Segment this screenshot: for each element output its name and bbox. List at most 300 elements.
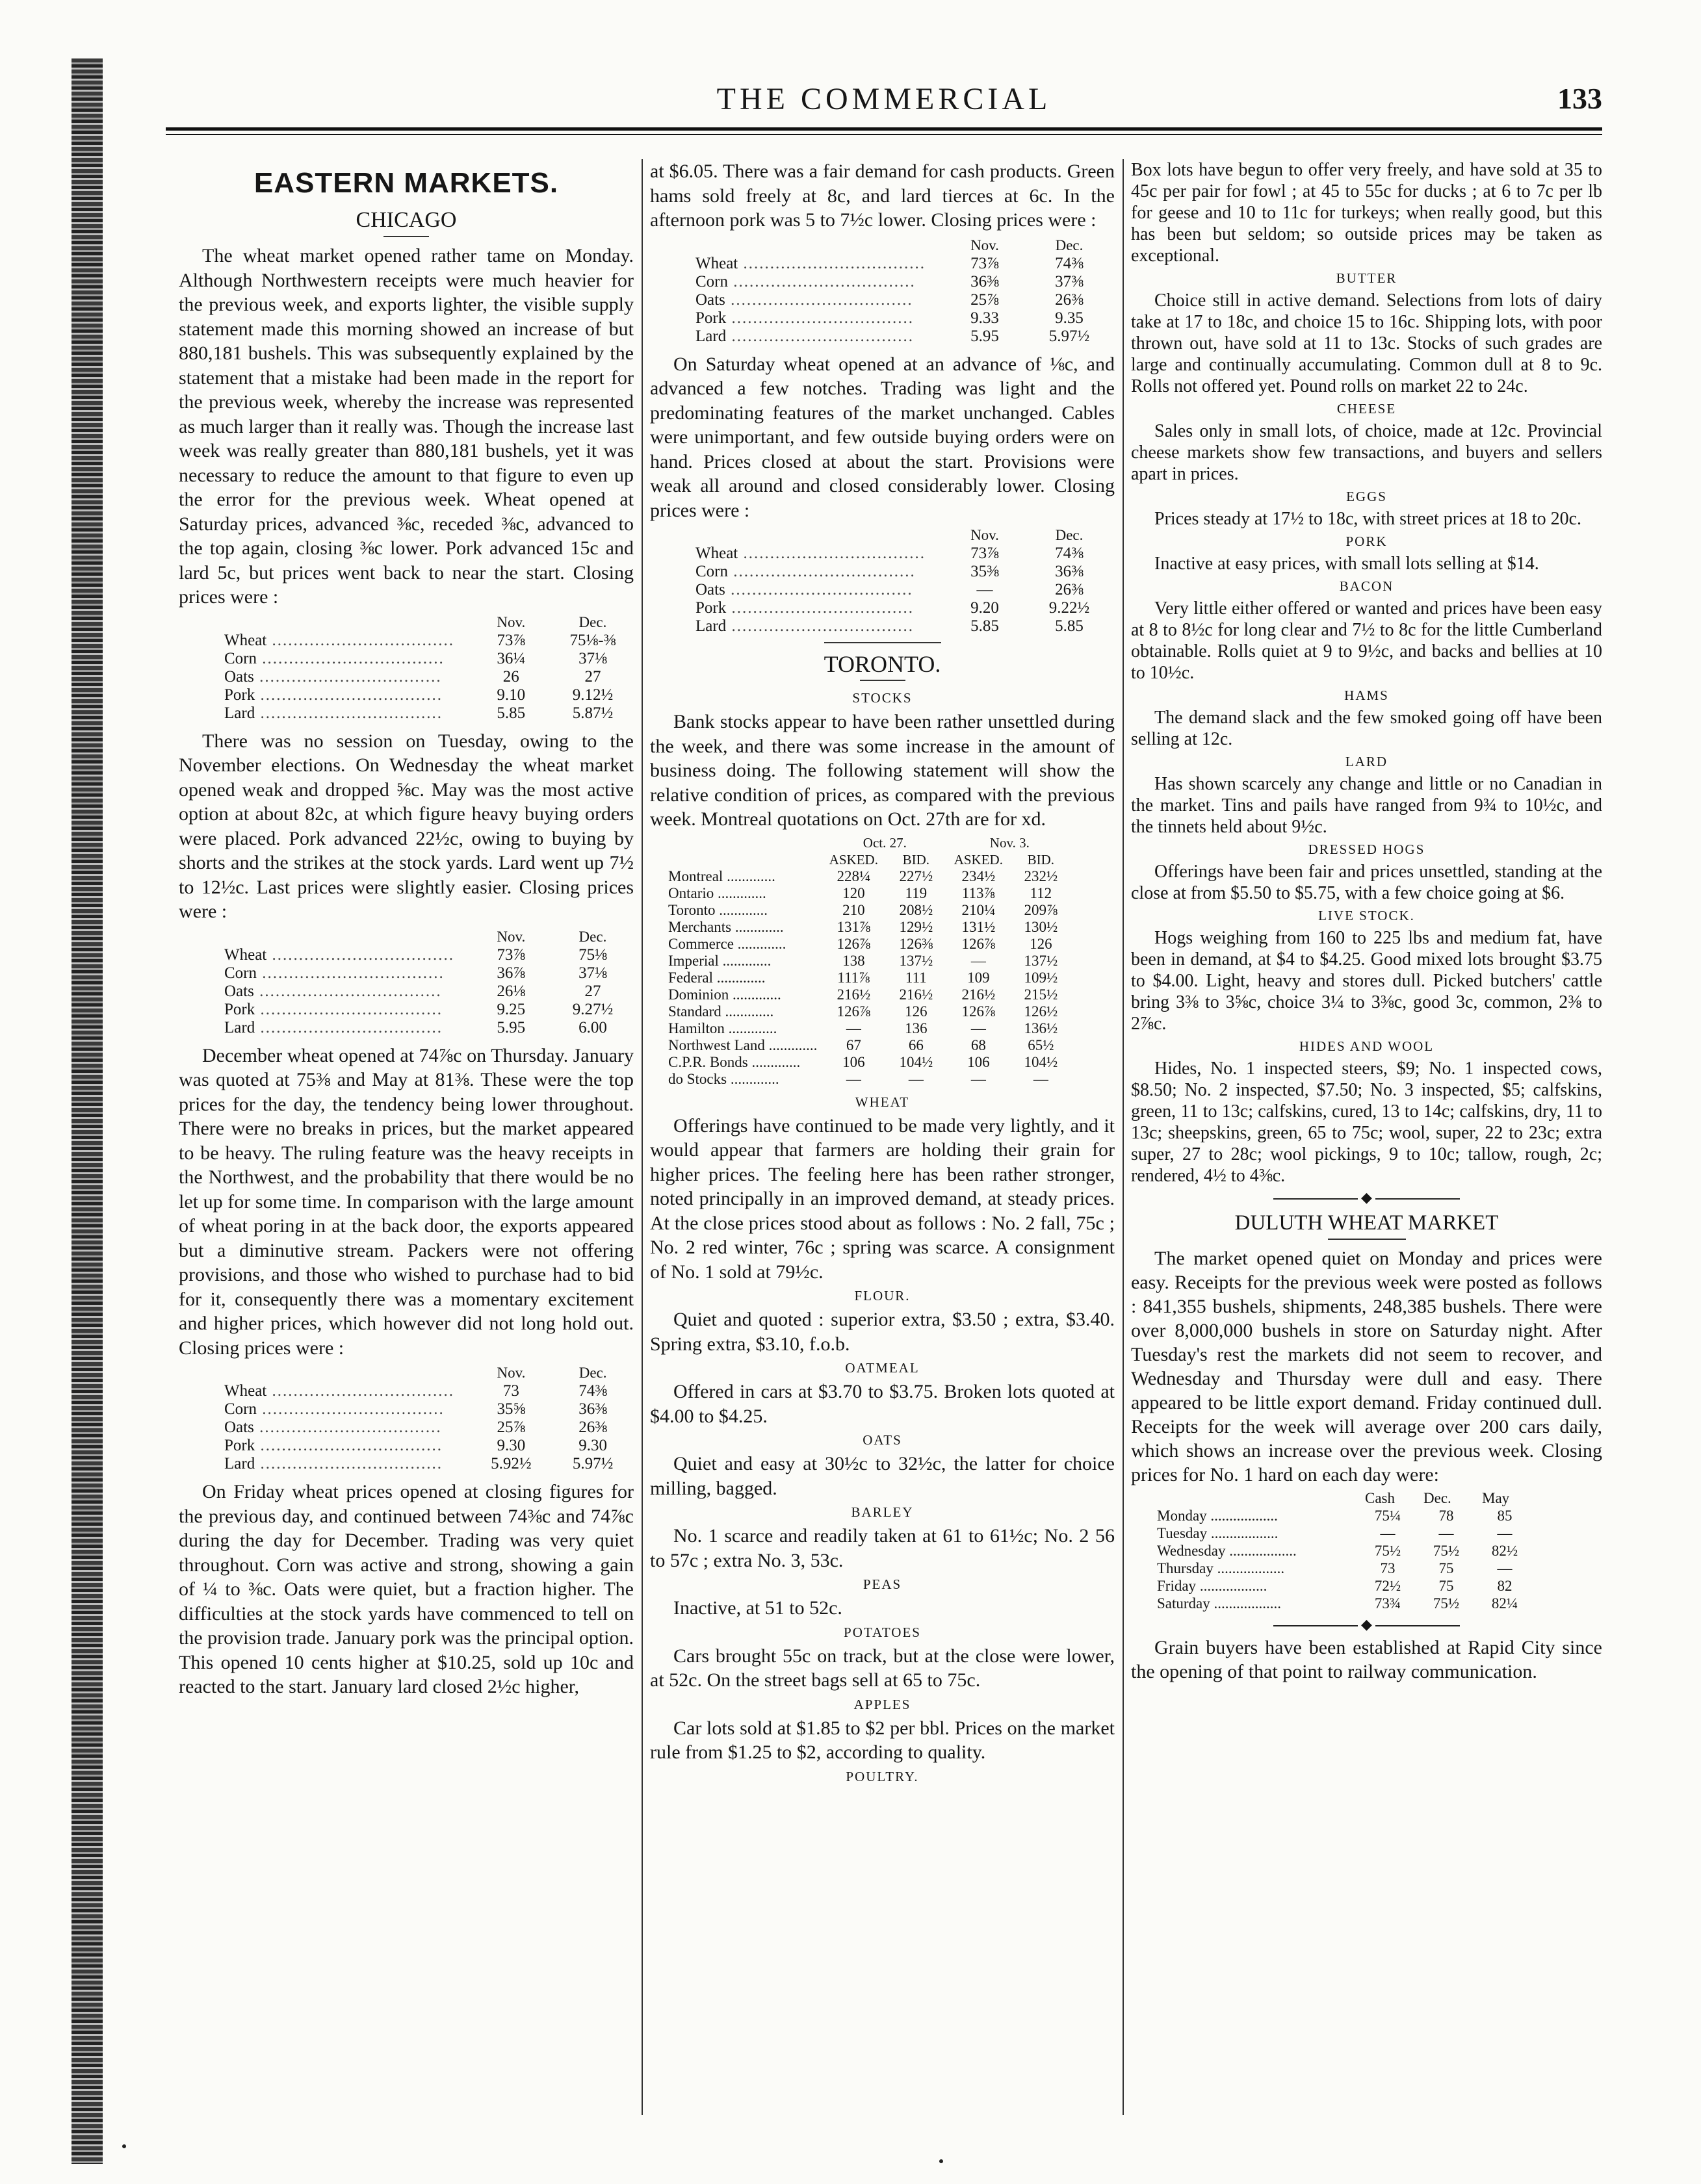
stock-name bbox=[663, 1037, 822, 1054]
leader-dots: ............. bbox=[731, 918, 784, 935]
stock-quote: 68 bbox=[970, 1036, 986, 1053]
stock-quote: 126⅜ bbox=[899, 935, 933, 952]
commodity-label bbox=[218, 1019, 471, 1037]
table-header-blank bbox=[689, 526, 942, 545]
nov-price: 26⅛ bbox=[497, 982, 526, 1000]
stock-quote: 104½ bbox=[899, 1053, 933, 1070]
stocks-sub-header: ASKED. bbox=[954, 851, 1003, 867]
leader-dots: .................................. bbox=[255, 1018, 443, 1036]
eastern-markets-headline: EASTERN MARKETS. bbox=[253, 167, 559, 199]
commodity-name: Corn bbox=[224, 649, 257, 667]
commodity-label bbox=[218, 704, 471, 723]
nov-price: 5.95 bbox=[497, 1018, 526, 1036]
table-header: Dec. bbox=[578, 613, 607, 630]
dec-price: 36⅜ bbox=[578, 1400, 607, 1418]
table-row bbox=[218, 1001, 634, 1019]
dec-price: 75⅛-⅜ bbox=[569, 631, 616, 649]
table-row bbox=[689, 291, 1111, 309]
wheat-subhead: WHEAT bbox=[855, 1094, 910, 1110]
leader-dots: .................................. bbox=[255, 704, 443, 722]
table-header-row bbox=[218, 928, 634, 946]
stocks-date-header: Nov. 3. bbox=[989, 834, 1030, 851]
flour-subhead: FLOUR. bbox=[854, 1288, 911, 1304]
column-rule-2 bbox=[1123, 159, 1124, 2115]
closing-prices-table bbox=[218, 1364, 634, 1473]
stock-name-text: do Stocks bbox=[668, 1070, 727, 1087]
nov-price: 9.30 bbox=[497, 1437, 526, 1454]
nov-price: 73⅞ bbox=[970, 545, 999, 562]
stock-quote: 215½ bbox=[1024, 986, 1058, 1003]
stock-name bbox=[663, 1071, 822, 1088]
closing-prices-table bbox=[689, 237, 1111, 346]
stock-quote: 232½ bbox=[1024, 867, 1058, 884]
day-name: Tuesday bbox=[1157, 1525, 1208, 1541]
stock-quote: — bbox=[846, 1070, 861, 1087]
stock-quote: 106 bbox=[842, 1053, 865, 1070]
leader-dots: .................................. bbox=[257, 649, 445, 667]
wheat-price: 73 bbox=[1380, 1560, 1396, 1576]
stock-quote: 104½ bbox=[1024, 1053, 1058, 1070]
table-row bbox=[218, 983, 634, 1001]
stock-quote: 126⅞ bbox=[837, 935, 871, 952]
divider bbox=[824, 642, 941, 643]
stock-name bbox=[663, 1003, 822, 1020]
duluth-row bbox=[1150, 1542, 1534, 1560]
commodity-label bbox=[689, 563, 942, 581]
stock-quote: — bbox=[846, 1020, 861, 1036]
leader-dots: .................................. bbox=[726, 617, 914, 635]
leader-dots: .................. bbox=[1225, 1543, 1297, 1559]
peas-subhead: PEAS bbox=[863, 1576, 902, 1592]
commodity-label bbox=[689, 328, 942, 346]
bank-stocks-table bbox=[663, 834, 1072, 1088]
commodity-label bbox=[218, 1001, 471, 1019]
hams-paragraph: The demand slack and the few smoked going off have been selling at 12c. bbox=[1131, 708, 1602, 749]
stock-quote: 65½ bbox=[1028, 1036, 1054, 1053]
section-ornament: ◆ bbox=[1131, 1190, 1602, 1205]
commodity-name: Oats bbox=[224, 667, 254, 686]
nov-price: 9.33 bbox=[970, 309, 999, 327]
table-row bbox=[218, 650, 634, 668]
stock-name-text: Imperial bbox=[668, 952, 719, 969]
commodity-name: Wheat bbox=[224, 631, 267, 649]
poultry-paragraph: Box lots have begun to offer very freely, and have sold at 35 to 45c per pair for fowl ; at 45 to 55c for ducks ; at 6 to 7c per lb for geese and 10 to 11c for turkeys; when really good, but this has been but seldom; so outside prices may be taken as exceptional. bbox=[1131, 160, 1602, 266]
stock-name-text: Ontario bbox=[668, 884, 714, 901]
leader-dots: ............. bbox=[747, 1053, 801, 1070]
cheese-subhead: CHEESE bbox=[1336, 401, 1397, 417]
stock-name-text: Commerce bbox=[668, 935, 734, 952]
commodity-label bbox=[218, 946, 471, 964]
commodity-name: Lard bbox=[224, 1455, 255, 1472]
table-row bbox=[218, 632, 634, 650]
stocks-row bbox=[663, 1020, 1072, 1037]
nov-price: 5.92½ bbox=[491, 1455, 532, 1472]
stock-quote: 136 bbox=[905, 1020, 928, 1036]
stocks-row bbox=[663, 936, 1072, 953]
nov-price: — bbox=[976, 581, 993, 598]
pork-subhead: PORK bbox=[1345, 533, 1388, 549]
stock-quote: — bbox=[970, 1020, 986, 1036]
table-row bbox=[218, 1419, 634, 1437]
stocks-row bbox=[663, 953, 1072, 970]
stock-quote: 227½ bbox=[899, 867, 933, 884]
stocks-date-header: Oct. 27. bbox=[863, 834, 907, 851]
stock-quote: 66 bbox=[908, 1036, 924, 1053]
commodity-label bbox=[218, 1437, 471, 1455]
stocks-row bbox=[663, 1054, 1072, 1071]
table-header: Dec. bbox=[578, 928, 607, 945]
potatoes-subhead: POTATOES bbox=[844, 1624, 921, 1640]
table-row bbox=[689, 328, 1111, 346]
stock-name bbox=[663, 953, 822, 970]
dec-price: 5.85 bbox=[1055, 617, 1084, 635]
dec-price: 26⅜ bbox=[578, 1419, 607, 1436]
stock-quote: 210¼ bbox=[961, 901, 996, 918]
commodity-label bbox=[218, 686, 471, 704]
duluth-note-paragraph: Grain buyers have been established at Rapid City since the opening of that point to railway communication. bbox=[1131, 1637, 1602, 1682]
nov-price: 9.25 bbox=[497, 1000, 526, 1018]
live-stock-subhead: LIVE STOCK. bbox=[1318, 908, 1415, 923]
leader-dots: ............. bbox=[724, 1020, 777, 1036]
dressed-hogs-paragraph: Offerings have been fair and prices unsettled, standing at the close at from $5.50 to $5.75, with a few choice going at $6. bbox=[1131, 862, 1602, 903]
table-header-blank bbox=[218, 928, 471, 946]
hams-subhead: HAMS bbox=[1344, 687, 1389, 703]
chicago-subhead: CHICAGO bbox=[356, 208, 457, 232]
stock-quote: — bbox=[1033, 1070, 1048, 1087]
page-number: 133 bbox=[1557, 82, 1602, 115]
commodity-name: Corn bbox=[224, 1400, 257, 1418]
commodity-name: Pork bbox=[224, 1437, 255, 1454]
table-row bbox=[218, 668, 634, 686]
stock-quote: 119 bbox=[905, 884, 928, 901]
leader-dots: .................................. bbox=[253, 1419, 442, 1436]
stock-quote: 216½ bbox=[837, 986, 871, 1003]
print-speck bbox=[939, 2159, 943, 2163]
wheat-price: 82¼ bbox=[1491, 1595, 1518, 1612]
table-row bbox=[218, 1455, 634, 1473]
stock-quote: 109½ bbox=[1024, 969, 1058, 986]
commodity-name: Lard bbox=[695, 327, 727, 345]
stock-name-text: Hamilton bbox=[668, 1020, 725, 1036]
bacon-subhead: BACON bbox=[1339, 578, 1394, 594]
wheat-price: 75 bbox=[1438, 1578, 1454, 1594]
commodity-label bbox=[218, 964, 471, 983]
stock-quote: 67 bbox=[846, 1036, 861, 1053]
leader-dots: .................. bbox=[1213, 1560, 1285, 1576]
table-header: Nov. bbox=[497, 613, 526, 630]
wheat-price: — bbox=[1497, 1525, 1513, 1541]
stock-quote: — bbox=[908, 1070, 924, 1087]
commodity-name: Lard bbox=[695, 617, 727, 635]
commodity-label bbox=[218, 983, 471, 1001]
duluth-row bbox=[1150, 1507, 1534, 1524]
stock-name-text: Dominion bbox=[668, 986, 729, 1003]
commodity-label bbox=[689, 273, 942, 291]
stocks-sub-header: ASKED. bbox=[829, 851, 878, 867]
table-header-row bbox=[218, 613, 634, 632]
nov-price: 35⅝ bbox=[497, 1400, 526, 1418]
closing-prices-table bbox=[218, 613, 634, 723]
chicago-paragraph: December wheat opened at 74⅞c on Thursday. January was quoted at 75⅜ and May at 81⅜. These were the top prices for the day, the tendency being lower throughout. There were no breaks in prices, but the market appeared to be heavy. The ruling feature was the heavy receipts in the Northwest, and the probability that there would be no let up for some time. In comparison with the large amount of wheat poring in at the back door, the exports appeared but a diminutive stream. Packers were not offering provisions, and those who wished to purchase had to bid for it, consequently there was a momentary excitement and higher prices, which however did not long hold out. Closing prices were : bbox=[179, 1044, 634, 1359]
table-header-row bbox=[689, 237, 1111, 255]
oatmeal-paragraph: Offered in cars at $3.70 to $3.75. Broken lots quoted at $4.00 to $4.25. bbox=[650, 1381, 1115, 1427]
nov-price: 36⅜ bbox=[970, 272, 999, 290]
column-2 bbox=[650, 159, 1115, 2141]
table-header-blank bbox=[218, 1364, 471, 1382]
commodity-label bbox=[218, 1382, 471, 1400]
table-row bbox=[218, 964, 634, 983]
stocks-sub-header-row bbox=[663, 851, 1072, 868]
stock-quote: 137½ bbox=[899, 952, 933, 969]
wheat-price: 73¾ bbox=[1374, 1595, 1401, 1612]
wheat-price: — bbox=[1380, 1525, 1396, 1541]
wheat-price: — bbox=[1438, 1525, 1454, 1541]
stock-quote: 126⅞ bbox=[961, 935, 996, 952]
stock-quote: 126 bbox=[905, 1003, 928, 1020]
stocks-sub-header: BID. bbox=[1027, 851, 1055, 867]
leader-dots: ............. bbox=[714, 884, 766, 901]
dec-price: 36⅜ bbox=[1055, 563, 1084, 580]
commodity-label bbox=[689, 545, 942, 563]
nov-price: 9.20 bbox=[970, 599, 999, 617]
wheat-price: 75½ bbox=[1374, 1543, 1401, 1559]
dec-price: 26⅜ bbox=[1055, 290, 1084, 309]
duluth-header: Cash bbox=[1365, 1490, 1395, 1506]
duluth-headline: DULUTH WHEAT MARKET bbox=[1234, 1211, 1499, 1235]
leader-dots: .................................. bbox=[726, 309, 914, 327]
table-header: Dec. bbox=[1055, 237, 1084, 253]
stocks-subhead: STOCKS bbox=[852, 690, 913, 706]
leader-dots: ............. bbox=[721, 1003, 774, 1020]
dec-price: 9.30 bbox=[578, 1437, 607, 1454]
day-name: Friday bbox=[1157, 1578, 1197, 1594]
commodity-name: Corn bbox=[224, 964, 257, 982]
wheat-paragraph: Offerings have continued to be made very lightly, and it would appear that farmers are holding their grain for higher prices. The feeling here has been rather stronger, noted principally in an improved demand, at steady prices. At the close prices stood about as follows : No. 2 fall, 75c ; No. 2 red winter, 76c ; spring was scarce. A consignment of No. 1 sold at 79½c. bbox=[650, 1114, 1115, 1283]
pork-paragraph: Inactive at easy prices, with small lots selling at $14. bbox=[1154, 554, 1539, 574]
commodity-name: Oats bbox=[695, 581, 725, 598]
stock-name bbox=[663, 902, 822, 919]
wheat-price: 75¼ bbox=[1374, 1508, 1401, 1524]
dec-price: 75⅛ bbox=[578, 945, 607, 964]
stock-quote: 130½ bbox=[1024, 918, 1058, 935]
poultry-subhead: POULTRY. bbox=[846, 1768, 919, 1784]
nov-price: 25⅞ bbox=[970, 290, 999, 309]
dec-price: 5.87½ bbox=[572, 704, 614, 722]
leader-dots: .................................. bbox=[266, 1382, 454, 1400]
commodity-label bbox=[218, 1419, 471, 1437]
divider bbox=[1328, 1239, 1406, 1240]
commodity-label bbox=[218, 1455, 471, 1473]
stock-quote: 112 bbox=[1030, 884, 1052, 901]
binding-edge bbox=[71, 58, 103, 2164]
table-row bbox=[218, 1019, 634, 1037]
stock-name-text: Standard bbox=[668, 1003, 721, 1020]
chicago-paragraph: The wheat market opened rather tame on Monday. Although Northwestern receipts were much heavier for the previous week, and exports lighter, the visible supply statement made this morning showed an increase of but 880,181 bushels. This was subsequently explained by the statement that a mistake had been made in the report for the previous week, whereby the increase was represented as much larger than it really was. Though the increase last week was really greater than 880,181 bushels, yet it was necessary to reduce the amount to that figure to even up the error for the previous week. Wheat opened at Saturday prices, advanced ⅜c, receded ⅜c, advanced to the top again, closing ⅜c lower. Pork advanced 15c and lard 5c, but prices went back to near the start. Closing prices were : bbox=[179, 245, 634, 608]
dec-price: 9.27½ bbox=[572, 1000, 614, 1018]
table-row bbox=[218, 946, 634, 964]
stock-name bbox=[663, 885, 822, 902]
chicago-paragraph: There was no session on Tuesday, owing to the November elections. On Wednesday the wheat market opened weak and dropped ⅝c. May was the most active option at about 82c, at which figure heavy buying orders were placed. Pork advanced 22½c, owing to buying by shorts and the strikes at the stock yards. Lard went up 7½ to 12½c. Last prices were slightly easier. Closing prices were : bbox=[179, 730, 634, 922]
day-label bbox=[1150, 1595, 1358, 1612]
dec-price: 27 bbox=[584, 667, 601, 686]
table-row bbox=[218, 1437, 634, 1455]
duluth-row bbox=[1150, 1524, 1534, 1542]
leader-dots: .................................. bbox=[726, 327, 914, 345]
duluth-paragraph: The market opened quiet on Monday and prices were easy. Receipts for the previous week were posted as follows : 841,355 bushels, shipments, 248,385 bushels. There were over 8,000,000 bushels in store on Saturday night. After Tuesday's rest the markets did not seem to recover, and Wednesday and Thursday were dull and easy. There appeared to be little export demand. Friday continued dull. Receipts for the week will average over 200 cars daily, which shows an increase over the previous week. Closing prices for No. 1 hard on each day were: bbox=[1131, 1248, 1602, 1485]
dressed-hogs-subhead: DRESSED HOGS bbox=[1308, 841, 1425, 857]
wheat-price: 75½ bbox=[1433, 1543, 1460, 1559]
leader-dots: .................................. bbox=[257, 964, 445, 982]
leader-dots: .................................. bbox=[266, 945, 454, 964]
commodity-name: Oats bbox=[224, 1419, 254, 1436]
table-row bbox=[218, 704, 634, 723]
commodity-name: Wheat bbox=[224, 945, 267, 964]
table-header: Nov. bbox=[497, 1365, 526, 1381]
live-stock-paragraph: Hogs weighing from 160 to 225 lbs and medium fat, have been in demand, at $4 to $4.25. Good mixed lots brought $3.75 to $4.00. Light, heavy and stores dull. Picked butchers' cattle bring 3⅜ to 3⅝c, choice 3¼ to 3⅜c, good 3c, common, 2⅜ to 2⅞c. bbox=[1131, 928, 1602, 1034]
day-label bbox=[1150, 1507, 1358, 1524]
leader-dots: .................................. bbox=[728, 563, 916, 580]
dec-price: 6.00 bbox=[578, 1018, 607, 1036]
commodity-name: Wheat bbox=[695, 545, 738, 562]
commodity-name: Corn bbox=[695, 272, 728, 290]
stock-quote: 111⅞ bbox=[837, 969, 870, 986]
stock-name bbox=[663, 936, 822, 953]
wheat-price: 85 bbox=[1497, 1508, 1513, 1524]
dec-price: 74⅜ bbox=[1055, 254, 1084, 272]
stock-quote: 111 bbox=[905, 969, 927, 986]
leader-dots: ............. bbox=[733, 935, 786, 952]
apples-subhead: APPLES bbox=[853, 1696, 911, 1712]
commodity-name: Oats bbox=[695, 290, 725, 309]
leader-dots: .................................. bbox=[257, 1400, 445, 1418]
dec-price: 37⅛ bbox=[578, 964, 607, 982]
day-label bbox=[1150, 1577, 1358, 1595]
table-header: Nov. bbox=[497, 928, 526, 945]
leader-dots: .................. bbox=[1210, 1595, 1282, 1612]
table-row bbox=[218, 686, 634, 704]
stock-quote: 209⅞ bbox=[1024, 901, 1058, 918]
dec-price: 9.35 bbox=[1055, 309, 1084, 327]
leader-dots: .................................. bbox=[253, 982, 442, 1000]
commodity-label bbox=[689, 255, 942, 273]
leader-dots: .................................. bbox=[266, 631, 454, 649]
commodity-name: Corn bbox=[695, 563, 728, 580]
leader-dots: ............. bbox=[727, 1070, 779, 1087]
day-name: Thursday bbox=[1157, 1560, 1214, 1576]
stocks-row bbox=[663, 885, 1072, 902]
lard-paragraph: Has shown scarcely any change and little or no Canadian in the market. Tins and pails have ranged from 9¾ to 10½c, and the tinnets held about 9½c. bbox=[1131, 774, 1602, 837]
nov-price: 9.10 bbox=[497, 686, 526, 704]
leader-dots: .................................. bbox=[726, 599, 914, 617]
stock-quote: 216½ bbox=[899, 986, 933, 1003]
stock-name-text: Merchants bbox=[668, 918, 732, 935]
duluth-header: May bbox=[1482, 1490, 1510, 1506]
duluth-header-row bbox=[1150, 1489, 1534, 1507]
butter-subhead: BUTTER bbox=[1336, 270, 1397, 286]
leader-dots: ............. bbox=[723, 867, 775, 884]
stock-quote: 131½ bbox=[961, 918, 996, 935]
print-speck bbox=[122, 2144, 126, 2148]
day-name: Saturday bbox=[1157, 1595, 1210, 1612]
table-header: Dec. bbox=[1055, 527, 1084, 543]
leader-dots: ............. bbox=[712, 969, 766, 986]
leader-dots: .................. bbox=[1206, 1508, 1278, 1524]
butter-paragraph: Choice still in active demand. Selections from lots of dairy take at 17 to 18c, and choice 15 to 16c. Shipping lots, with poor thrown out, have sold at 11 to 13c. Stocks of such grades are large and continually accumulating. Common dull at 8 to 9c. Rolls not offered yet. Pound rolls on market 22 to 24c. bbox=[1131, 290, 1602, 396]
stocks-row bbox=[663, 986, 1072, 1003]
stock-quote: 138 bbox=[842, 952, 865, 969]
wheat-price: 75 bbox=[1438, 1560, 1454, 1576]
leader-dots: ............. bbox=[718, 952, 772, 969]
barley-subhead: BARLEY bbox=[851, 1504, 914, 1520]
wheat-price: 75½ bbox=[1433, 1595, 1460, 1612]
nov-price: 73⅞ bbox=[497, 631, 526, 649]
day-name: Wednesday bbox=[1157, 1543, 1226, 1559]
chicago-paragraph: On Saturday wheat opened at an advance of ⅛c, and advanced a few notches. Trading was light and the predominating features of the market unchanged. Cables were unimportant, and few outside buying orders were on hand. Prices closed at about the start. Provisions were weak all around and closed considerably lower. Closing prices were : bbox=[650, 353, 1115, 521]
commodity-name: Pork bbox=[224, 686, 255, 704]
stock-name bbox=[663, 1020, 822, 1037]
duluth-row bbox=[1150, 1595, 1534, 1612]
stocks-row bbox=[663, 970, 1072, 986]
leader-dots: .................................. bbox=[725, 290, 913, 309]
table-row bbox=[689, 581, 1111, 599]
stocks-paragraph: Bank stocks appear to have been rather unsettled during the week, and there was some increase in the amount of business doing. The following statement will show the relative condition of prices, as compared with the previous week. Montreal quotations on Oct. 27th are for xd. bbox=[650, 711, 1115, 830]
duluth-row bbox=[1150, 1577, 1534, 1595]
table-header: Nov. bbox=[970, 237, 999, 253]
nov-price: 25⅞ bbox=[497, 1419, 526, 1436]
nov-price: 5.95 bbox=[970, 327, 999, 345]
stocks-row bbox=[663, 1071, 1072, 1088]
commodity-name: Wheat bbox=[224, 1382, 267, 1400]
divider bbox=[383, 236, 429, 237]
leader-dots: .................................. bbox=[255, 686, 443, 704]
stocks-sub-header: BID. bbox=[902, 851, 930, 867]
table-row bbox=[218, 1382, 634, 1400]
stock-quote: 136½ bbox=[1024, 1020, 1058, 1036]
nov-price: 73 bbox=[502, 1382, 519, 1400]
commodity-label bbox=[218, 668, 471, 686]
peas-paragraph: Inactive, at 51 to 52c. bbox=[673, 1597, 842, 1619]
nov-price: 73⅞ bbox=[970, 254, 999, 272]
duluth-header: Dec. bbox=[1423, 1490, 1451, 1506]
stock-quote: 234½ bbox=[961, 867, 996, 884]
commodity-label bbox=[218, 632, 471, 650]
table-row bbox=[689, 309, 1111, 328]
commodity-label bbox=[218, 650, 471, 668]
stock-name-text: Toronto bbox=[668, 901, 716, 918]
leader-dots: .................. bbox=[1196, 1578, 1267, 1594]
table-row bbox=[689, 545, 1111, 563]
day-label bbox=[1150, 1560, 1358, 1577]
stock-quote: 126½ bbox=[1024, 1003, 1058, 1020]
hides-wool-subhead: HIDES AND WOOL bbox=[1299, 1038, 1435, 1054]
commodity-name: Pork bbox=[695, 309, 727, 327]
leader-dots: .................. bbox=[1207, 1525, 1279, 1541]
stock-quote: 129½ bbox=[899, 918, 933, 935]
stock-quote: 126⅞ bbox=[837, 1003, 871, 1020]
table-row bbox=[689, 273, 1111, 291]
leader-dots: .................................. bbox=[738, 254, 926, 272]
commodity-label bbox=[689, 617, 942, 636]
potatoes-paragraph: Cars brought 55c on track, but at the close were lower, at 52c. On the street bags sell at 65 to 75c. bbox=[650, 1645, 1115, 1691]
stock-quote: 126⅞ bbox=[961, 1003, 996, 1020]
closing-prices-table bbox=[218, 928, 634, 1037]
column-1 bbox=[179, 159, 634, 2141]
wheat-price: 82 bbox=[1497, 1578, 1513, 1594]
table-header-blank bbox=[218, 613, 471, 632]
column-3 bbox=[1131, 159, 1602, 2141]
stock-quote: 106 bbox=[967, 1053, 990, 1070]
stock-name bbox=[663, 1054, 822, 1071]
